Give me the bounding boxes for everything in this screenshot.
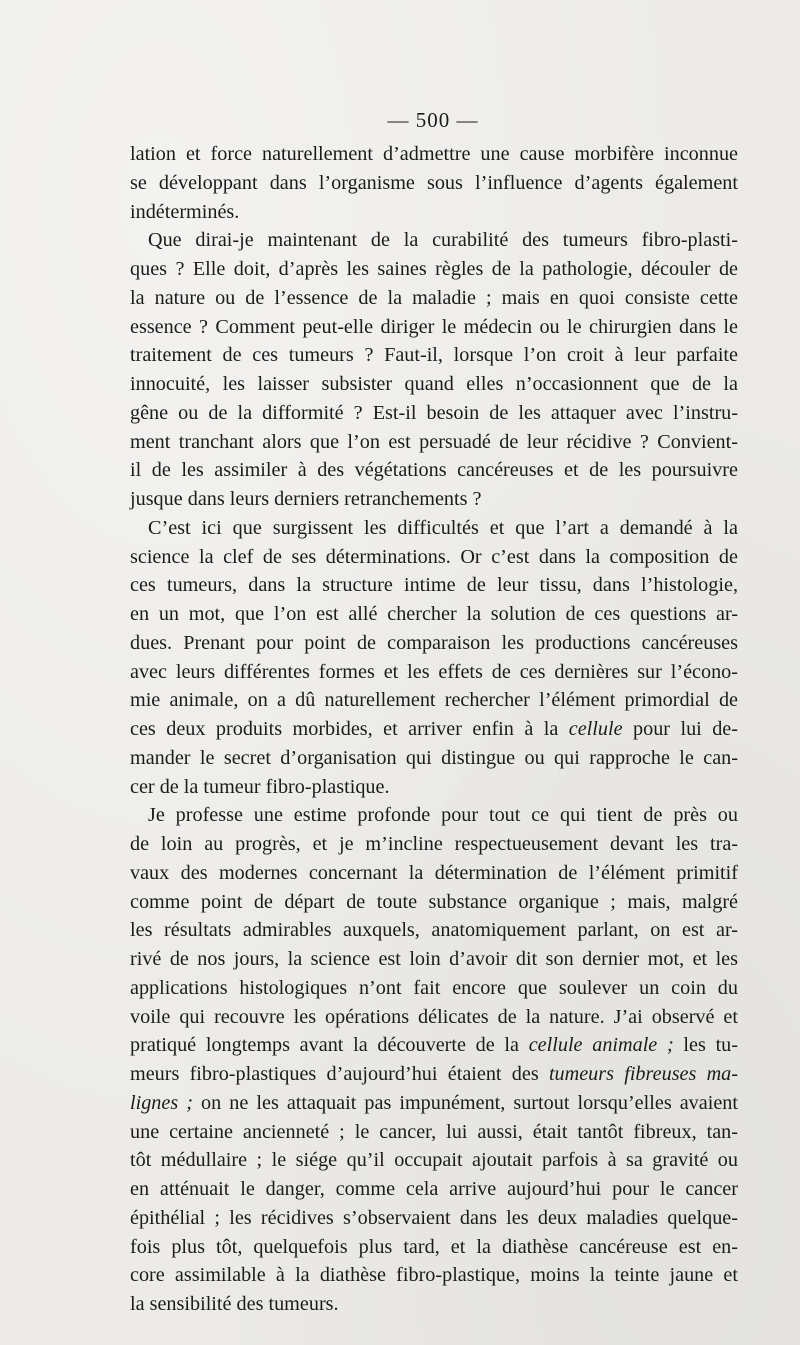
text-line	[130, 1290, 738, 1319]
text-line	[130, 600, 738, 629]
text-line	[130, 198, 738, 227]
text-run: ces tumeurs, dans la structure intime de leur tissu, dans l’histologie,	[130, 574, 738, 597]
text-run: en atténuait le danger, comme cela arrive aujourd’hui pour le cancer	[130, 1178, 738, 1200]
text-run: les tu-	[673, 1034, 738, 1057]
text-line	[130, 399, 738, 428]
text-line	[130, 313, 738, 342]
text-run: mander le secret d’organisation qui distingue ou qui rapproche le can-	[130, 746, 738, 769]
text-run: vaux des modernes concernant la détermination de l’élément primitif	[130, 861, 738, 884]
text-line	[130, 341, 738, 370]
text-run: Que dirai-je maintenant de la curabilité des tumeurs fibro-plasti-	[148, 229, 738, 252]
text-line	[130, 514, 738, 543]
text-line	[130, 255, 738, 284]
text-run: une certaine ancienneté ; le cancer, lui aussi, était tantôt fibreux, tan-	[130, 1120, 738, 1143]
text-line	[130, 773, 738, 802]
text-line	[130, 456, 738, 485]
text-line	[130, 1060, 738, 1089]
text-run: il de les assimiler à des végétations cancéreuses et de les poursuivre	[130, 459, 738, 482]
text-line	[130, 629, 738, 658]
text-line	[130, 1031, 738, 1060]
text-run: ment tranchant alors que l’on est persuadé de leur récidive ? Convient-	[130, 430, 738, 453]
text-line	[130, 686, 738, 715]
text-run: traitement de ces tumeurs ? Faut-il, lorsque l’on croit à leur parfaite	[130, 344, 738, 367]
text-run: on ne les attaquait pas impunément, surtout lorsqu’elles avaient	[193, 1091, 739, 1114]
text-line	[130, 1233, 738, 1262]
text-run: C’est ici que surgissent les difficultés et que l’art a demandé à la	[148, 516, 738, 539]
text-line	[130, 140, 738, 169]
text-run: la sensibilité des tumeurs.	[130, 1293, 339, 1315]
text-line	[130, 830, 738, 859]
text-run: épithélial ; les récidives s’observaient dans les deux maladies quelque-	[130, 1206, 738, 1229]
text-line	[130, 945, 738, 974]
text-run: core assimilable à la diathèse fibro-plastique, moins la teinte jaune et	[130, 1264, 738, 1287]
text-line	[130, 801, 738, 830]
body-text	[130, 140, 738, 1319]
text-line	[130, 485, 738, 514]
text-run: en un mot, que l’on est allé chercher la solution de ces questions ar-	[130, 603, 738, 625]
text-run: tôt médullaire ; le siége qu’il occupait ajoutait parfois à sa gravité ou	[130, 1149, 738, 1172]
text-run: fois plus tôt, quelquefois plus tard, et la diathèse cancéreuse est en-	[130, 1235, 738, 1258]
text-line	[130, 715, 738, 744]
text-line	[130, 1118, 738, 1147]
text-run: dues. Prenant pour point de comparaison les productions cancéreuses	[130, 631, 738, 654]
text-line	[130, 571, 738, 600]
text-line	[130, 658, 738, 687]
italic-term: lignes ;	[130, 1091, 193, 1114]
text-run: lation et force naturellement d’admettre une cause morbifère inconnue	[130, 143, 738, 165]
text-run: Je professe une estime profonde pour tout ce qui tient de près ou	[148, 804, 738, 827]
italic-term: cellule animale ;	[528, 1034, 674, 1057]
text-line	[130, 284, 738, 313]
text-run: rivé de nos jours, la science est loin d’avoir dit son dernier mot, et les	[130, 948, 738, 970]
text-line	[130, 169, 738, 198]
text-run: pratiqué longtemps avant la découverte de la	[130, 1034, 529, 1057]
text-line	[130, 974, 738, 1003]
text-run: de loin au progrès, et je m’incline respectueusement devant les tra-	[130, 833, 738, 855]
text-run: indéterminés.	[130, 200, 240, 223]
text-line	[130, 744, 738, 773]
text-line	[130, 370, 738, 399]
text-run: se développant dans l’organisme sous l’influence d’agents également	[130, 171, 738, 194]
text-line	[130, 1175, 738, 1204]
text-run: ces deux produits morbides, et arriver enfin à la	[130, 718, 569, 740]
text-run: pour lui de-	[622, 718, 738, 740]
text-run: jusque dans leurs derniers retranchements ?	[130, 488, 482, 510]
text-run: cer de la tumeur fibro-plastique.	[130, 775, 390, 798]
text-line	[130, 859, 738, 888]
text-run: essence ? Comment peut-elle diriger le médecin ou le chirurgien dans le	[130, 315, 738, 338]
text-run: applications histologiques n’ont fait encore que soulever un coin du	[130, 976, 738, 999]
text-run: gêne ou de la difformité ? Est-il besoin de les attaquer avec l’instru-	[130, 401, 738, 424]
text-run: innocuité, les laisser subsister quand elles n’occasionnent que de la	[130, 373, 738, 395]
italic-term: tumeurs fibreuses ma-	[548, 1063, 738, 1085]
text-line	[130, 916, 738, 945]
text-line	[130, 1146, 738, 1175]
text-run: mie animale, on a dû naturellement rechercher l’élément primordial de	[130, 689, 738, 712]
text-run: ques ? Elle doit, d’après les saines règles de la pathologie, découler de	[130, 258, 738, 280]
text-line	[130, 888, 738, 917]
text-run: la nature ou de l’essence de la maladie ; mais en quoi consiste cette	[130, 286, 738, 309]
text-line	[130, 1204, 738, 1233]
text-line	[130, 1003, 738, 1032]
text-run: meurs fibro-plastiques d’aujourd’hui étaient des	[130, 1063, 549, 1085]
text-line	[130, 226, 738, 255]
text-run: voile qui recouvre les opérations délicates de la nature. J’ai observé et	[130, 1005, 738, 1028]
page-number: — 500 —	[387, 108, 479, 132]
text-line	[130, 428, 738, 457]
text-run: les résultats admirables auxquels, anatomiquement parlant, on est ar-	[130, 919, 738, 942]
text-run: science la clef de ses déterminations. Or c’est dans la composition de	[130, 545, 738, 568]
text-line	[130, 1261, 738, 1290]
text-line	[130, 543, 738, 572]
text-run: comme point de départ de toute substance organique ; mais, malgré	[130, 890, 738, 913]
italic-term: cellule	[568, 718, 623, 740]
text-line	[130, 1089, 738, 1118]
text-run: avec leurs différentes formes et les effets de ces dernières sur l’écono-	[130, 660, 738, 683]
